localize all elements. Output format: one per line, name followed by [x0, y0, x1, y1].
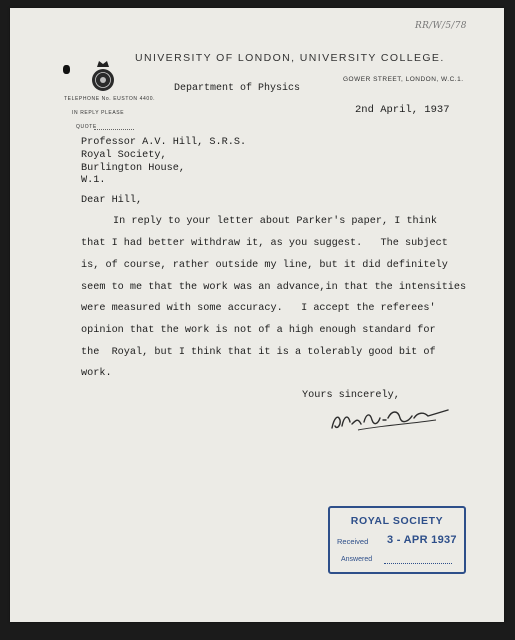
stamp-answered-line	[384, 563, 452, 564]
stamp-title: ROYAL SOCIETY	[350, 515, 444, 527]
salutation: Dear Hill,	[81, 195, 143, 206]
received-stamp	[328, 506, 466, 574]
body-line: were measured with some accuracy. I accept the referees'	[81, 303, 436, 314]
body-line: work.	[81, 368, 112, 379]
letterhead-address: GOWER STREET, LONDON, W.C.1.	[343, 76, 464, 83]
university-crest-icon	[90, 58, 116, 94]
letterhead-telephone: TELEPHONE No. EUSTON 4400.	[64, 96, 156, 102]
department-name: Department of Physics	[174, 83, 301, 94]
body-line: seem to me that the work was an advance,in that the intensities	[81, 282, 467, 293]
recipient-line: W.1.	[81, 175, 106, 186]
letter-date: 2nd April, 1937	[355, 104, 450, 116]
quote-line	[94, 129, 134, 130]
stamp-answered-label: Answered	[341, 556, 373, 563]
body-line: that I had better withdraw it, as you suggest. The subject	[81, 238, 448, 249]
letterhead-quote-label: QUOTE	[76, 124, 97, 130]
institution-name: UNIVERSITY OF LONDON, UNIVERSITY COLLEGE.	[135, 52, 445, 64]
stamp-received-label: Received	[337, 537, 369, 546]
closing: Yours sincerely,	[302, 390, 400, 401]
stamp-received-date: 3 - APR 1937	[387, 534, 457, 546]
body-line: opinion that the work is not of a high enough standard for	[81, 325, 436, 336]
archive-reference: RR/W/5/78	[415, 21, 467, 31]
recipient-line: Royal Society,	[81, 150, 167, 161]
recipient-line: Professor A.V. Hill, S.R.S.	[81, 137, 247, 148]
letterhead-reply-label: IN REPLY PLEASE	[72, 110, 125, 116]
body-line: is, of course, rather outside my line, but it did definitely	[81, 260, 448, 271]
body-line: In reply to your letter about Parker's paper, I think	[113, 216, 438, 227]
handwritten-signature	[328, 402, 453, 434]
recipient-line: Burlington House,	[81, 163, 185, 174]
letter-sheet	[10, 8, 504, 622]
punch-hole	[63, 65, 70, 74]
body-line: the Royal, but I think that it is a tolerably good bit of	[81, 347, 436, 358]
